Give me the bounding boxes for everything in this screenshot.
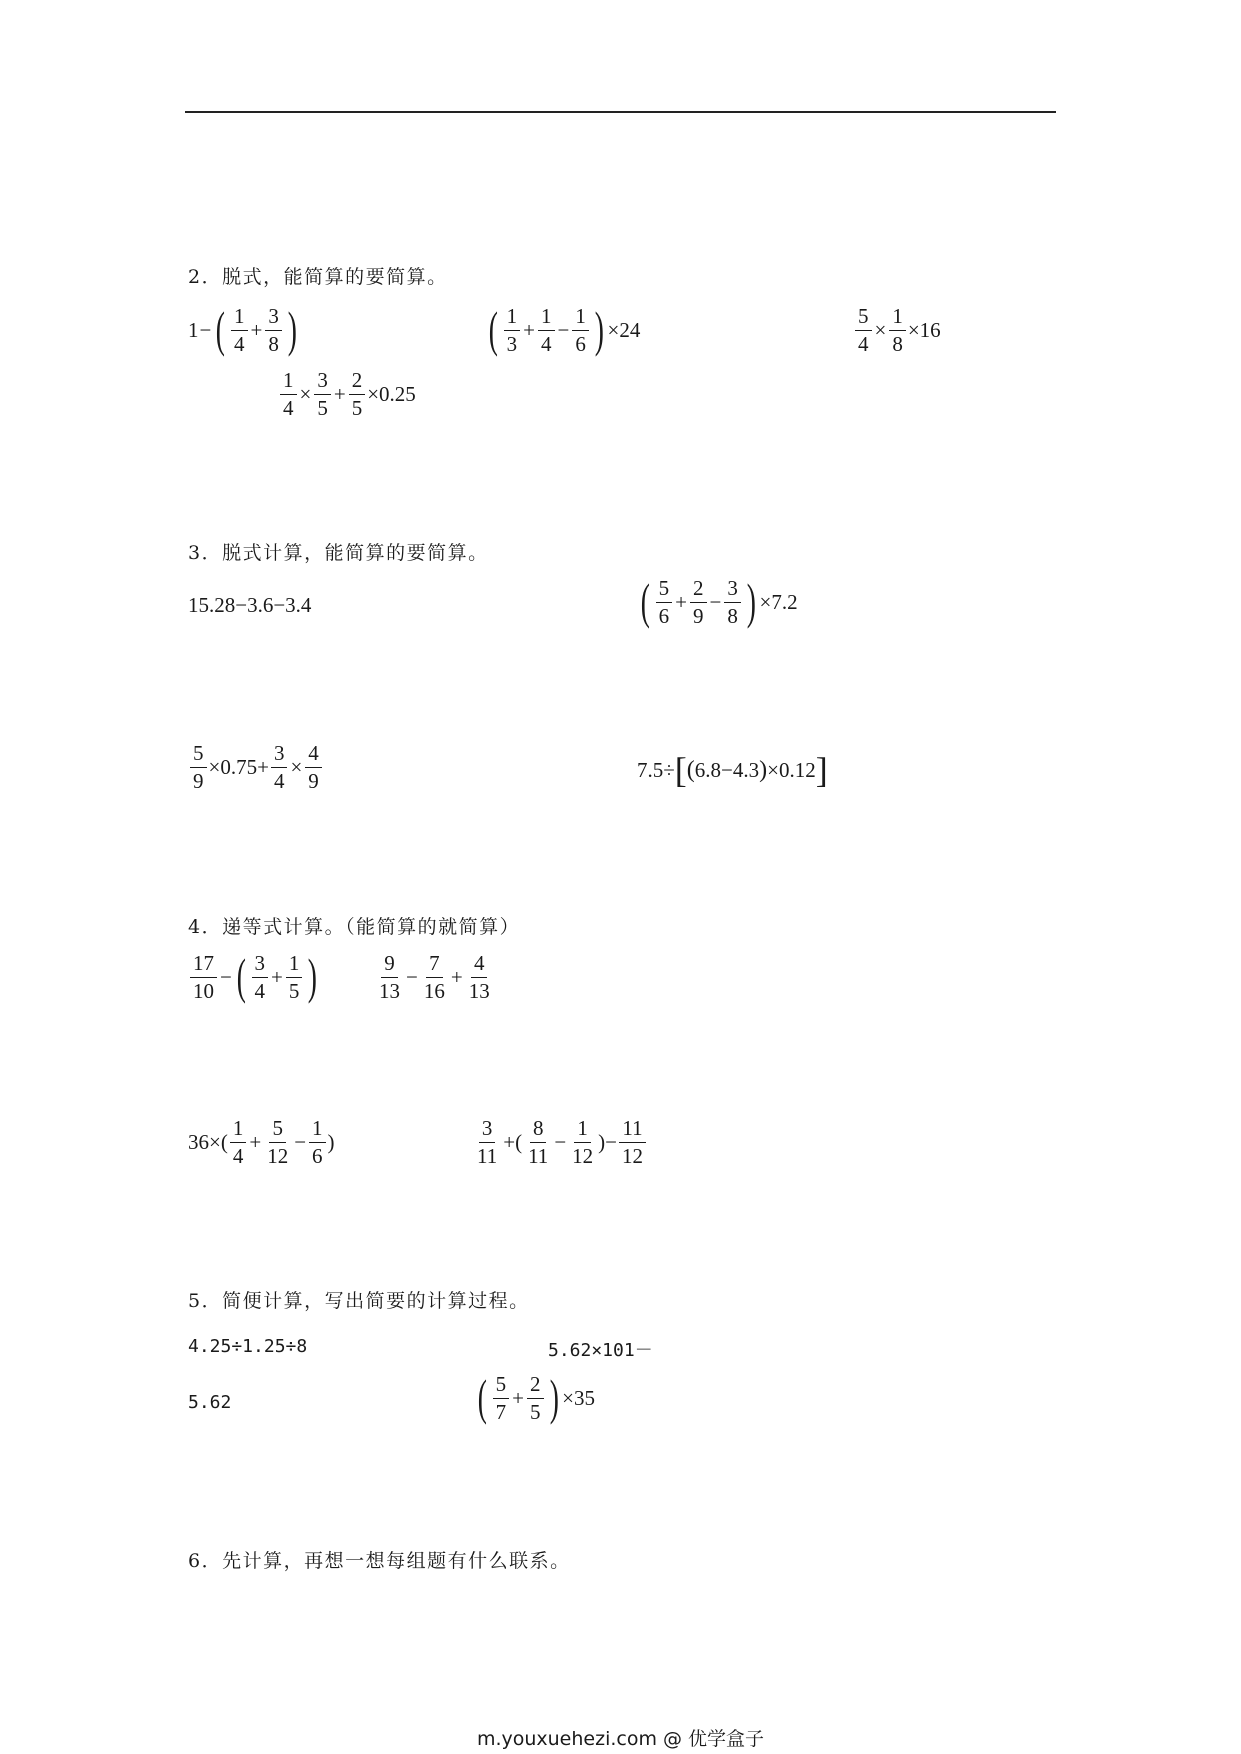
operator: + — [250, 318, 263, 342]
q2-expression-3 — [853, 306, 941, 355]
fraction: $\frac{5}{4}$ — [855, 306, 872, 355]
left-paren: ( — [488, 300, 498, 357]
expression-tail: ) — [327, 1130, 335, 1154]
question-4-title: 4．递等式计算。（能简算的就简算） — [188, 916, 521, 938]
fraction: $\frac{2}{9}$ — [690, 578, 707, 627]
expression-tail: ×35 — [562, 1386, 595, 1410]
fraction: $\frac{1}{8}$ — [889, 306, 906, 355]
operator: + — [271, 965, 283, 989]
fraction: $\frac{17}{10}$ — [190, 953, 217, 1002]
fraction: $\frac{1}{6}$ — [309, 1118, 326, 1167]
fraction: $\frac{1}{3}$ — [504, 306, 521, 355]
q5-expression-2-continued: 5.62 — [188, 1392, 232, 1413]
left-paren: ( — [640, 572, 650, 629]
left-paren: ( — [216, 300, 226, 357]
operator: − — [557, 318, 570, 342]
operator: × — [874, 318, 887, 342]
q3-expression-2 — [637, 572, 798, 629]
q3-expression-3 — [188, 743, 324, 792]
q2-expression-4 — [278, 370, 416, 419]
expression-tail: ×0.25 — [367, 382, 416, 406]
fraction: $\frac{1}{12}$ — [572, 1116, 594, 1168]
fraction: $\frac{3}{8}$ — [724, 578, 741, 627]
operator: − — [199, 318, 212, 342]
right-paren: ) — [746, 572, 756, 629]
operator: + — [333, 382, 346, 406]
fraction: $\frac{4}{9}$ — [305, 743, 322, 792]
q4-expression-3 — [188, 1118, 335, 1167]
right-paren: ) — [759, 757, 768, 783]
right-bracket: ] — [815, 750, 828, 790]
fraction: $\frac{1}{6}$ — [572, 306, 589, 355]
operator: + — [675, 590, 687, 614]
q4-expression-2 — [374, 953, 495, 1002]
fraction: $\frac{5}{6}$ — [656, 578, 673, 627]
q2-expression-1 — [188, 300, 301, 357]
q5-expression-1: 4.25÷1.25÷8 — [188, 1336, 308, 1357]
expression-tail: ×16 — [907, 318, 941, 342]
q5-expression-3 — [474, 1368, 595, 1425]
q3-expression-4 — [637, 752, 828, 788]
footer-watermark: m.youxuehezi.com @ 优学盒子 — [476, 1728, 765, 1750]
fraction: $\frac{1}{4}$ — [280, 370, 297, 419]
question-6-title: 6．先计算，再想一想每组题有什么联系。 — [188, 1550, 571, 1572]
fraction: $\frac{2}{5}$ — [527, 1374, 544, 1423]
left-bracket: [ — [674, 750, 687, 790]
operator: − — [220, 965, 232, 989]
left-paren: ( — [236, 947, 246, 1004]
operator: +( — [503, 1130, 523, 1154]
q4-expression-4 — [472, 1118, 648, 1167]
expression-inner: 6.8−4.3 — [694, 757, 760, 782]
fraction: $\frac{2}{5}$ — [349, 370, 366, 419]
operator: + — [450, 965, 463, 989]
expression-head: 7.5÷ — [637, 757, 675, 782]
q5-expression-2: 5.62×101－ — [548, 1340, 653, 1361]
operator: − — [709, 590, 722, 614]
fraction: $\frac{1}{5}$ — [286, 953, 303, 1002]
fraction: $\frac{11}{12}$ — [619, 1118, 646, 1167]
operator: − — [406, 965, 418, 989]
q3-expression-1 — [188, 593, 311, 618]
fraction: $\frac{3}{4}$ — [271, 743, 288, 792]
expression-head: 36×( — [188, 1130, 228, 1154]
expression-mid: )− — [598, 1130, 617, 1154]
left-paren: ( — [686, 757, 695, 783]
fraction: $\frac{1}{4}$ — [538, 306, 555, 355]
expression-tail: ×0.12 — [767, 757, 816, 782]
right-paren: ) — [287, 300, 297, 357]
fraction: $\frac{3}{11}$ — [477, 1116, 498, 1168]
fraction: $\frac{3}{4}$ — [252, 953, 269, 1002]
fraction: $\frac{5}{12}$ — [267, 1116, 289, 1168]
operator: + — [249, 1130, 262, 1154]
operator: × — [290, 755, 303, 779]
operator: + — [512, 1386, 524, 1410]
expression-text: 15.28−3.6−3.4 — [188, 593, 312, 617]
q2-expression-2 — [485, 300, 641, 357]
fraction: $\frac{3}{5}$ — [314, 370, 331, 419]
fraction: $\frac{3}{8}$ — [265, 306, 282, 355]
expression-mid: ×0.75+ — [208, 755, 269, 779]
expression-tail: ×24 — [607, 318, 641, 342]
number: 1 — [188, 318, 199, 342]
fraction: $\frac{5}{9}$ — [190, 743, 207, 792]
right-paren: ) — [549, 1368, 559, 1425]
right-paren: ) — [308, 947, 318, 1004]
fraction: $\frac{1}{4}$ — [231, 306, 248, 355]
left-paren: ( — [477, 1368, 487, 1425]
header-rule — [185, 111, 1056, 113]
fraction: $\frac{1}{4}$ — [230, 1118, 247, 1167]
right-paren: ) — [594, 300, 604, 357]
fraction: $\frac{7}{16}$ — [423, 951, 445, 1003]
operator: × — [299, 382, 312, 406]
fraction: $\frac{8}{11}$ — [528, 1116, 549, 1168]
fraction: $\frac{5}{7}$ — [493, 1374, 510, 1423]
question-2-title: 2．脱式，能简算的要简算。 — [188, 266, 448, 288]
operator: − — [554, 1130, 567, 1154]
q4-expression-1 — [188, 947, 321, 1004]
operator: − — [294, 1130, 307, 1154]
question-5-title: 5．简便计算，写出简要的计算过程。 — [188, 1290, 530, 1312]
question-3-title: 3．脱式计算，能简算的要简算。 — [188, 542, 489, 564]
fraction: $\frac{9}{13}$ — [379, 951, 400, 1003]
fraction: $\frac{4}{13}$ — [468, 951, 490, 1003]
operator: + — [523, 318, 535, 342]
expression-tail: ×7.2 — [759, 590, 798, 614]
